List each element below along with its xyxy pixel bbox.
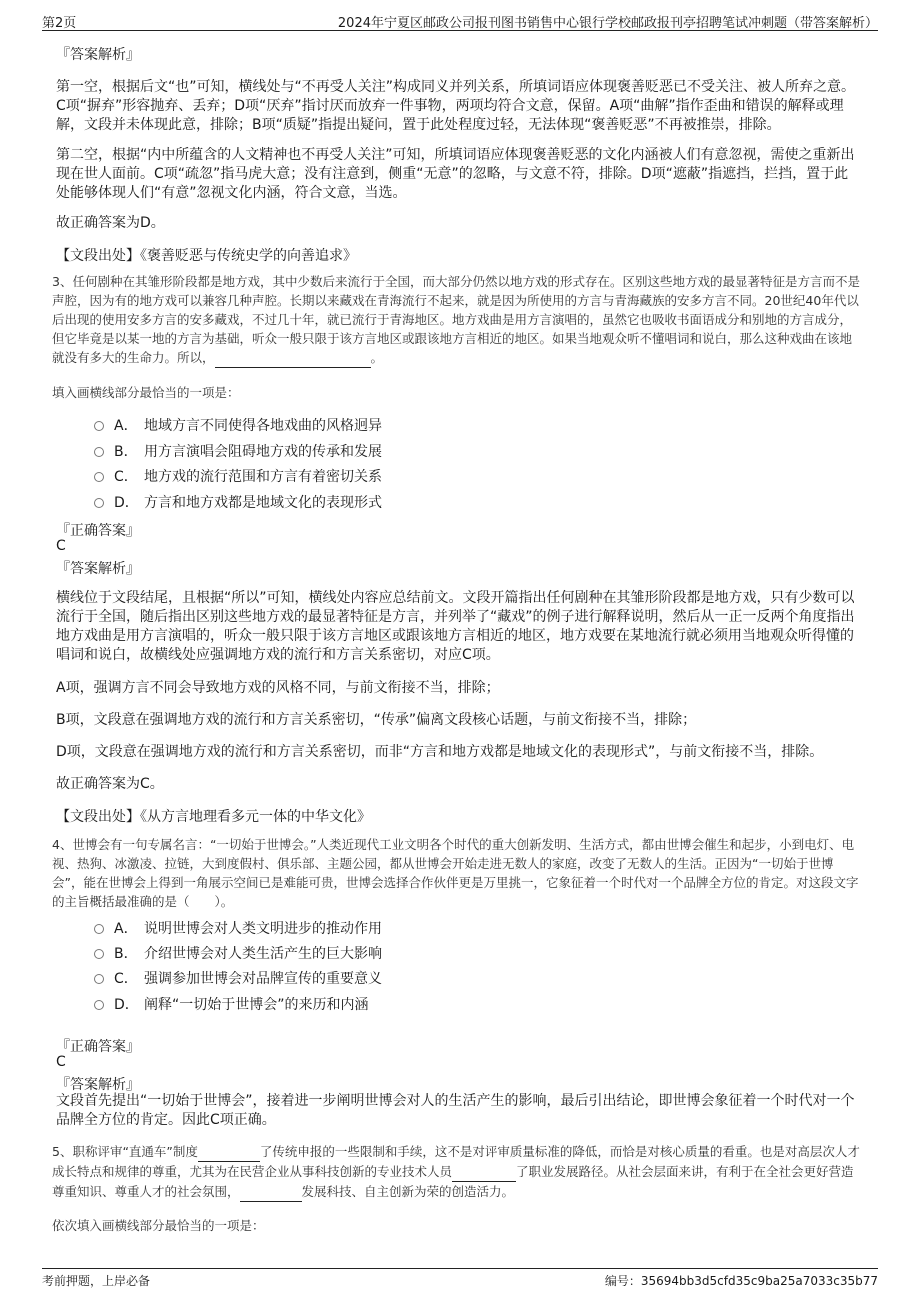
question-prompt: 填入画横线部分最恰当的一项是： xyxy=(52,385,240,400)
option-note: A项，强调方言不同会导致地方戏的风格不同，与前文衔接不当，排除； xyxy=(56,680,500,696)
fill-blank xyxy=(198,1142,260,1162)
correct-answer-tag: 『正确答案』 xyxy=(56,1039,140,1055)
option-d[interactable]: D． 阐释“一切始于世博会”的来历和内涵 xyxy=(94,994,369,1016)
fill-blank xyxy=(215,348,371,368)
option-b[interactable]: B． 用方言演唱会阻碍地方戏的传承和发展 xyxy=(94,441,382,463)
question-4-stem: 4、世博会有一句专属名言：“一切始于世博会。”人类近现代工业文明各个时代的重大创新发明、生活方式，都由世博会催生和起步，小到电灯、电视、热狗、冰激凌、拉链，大到度假村、俱乐部、主题公园，都从世博会开始走进无数人的家庭，改变了无数人的生活。正因为“一切始于世博会”，能在世博会上得到一角展示空间已是难能可贵，世博会选择合作伙伴更是万里挑一，它象征着一个时代对一个品牌全方位的肯定。对这段文字的主旨概括最准确的是（ ）。 xyxy=(52,837,859,909)
analysis-paragraph: 横线位于文段结尾，且根据“所以”可知，横线处内容应总结前文。文段开篇指出任何剧种在其雏形阶段都是地方戏，只有少数可以流行于全国，随后指出区别这些地方戏的最显著特征是方言，并列举了“藏戏”的例子进行解释说明，然后从一正一反两个角度指出地方戏曲是用方言演唱的，听众一般只限于该方言地区或跟该地方言相近的地区，地方戏要在某地流行就必须用当地观众听得懂的唱词和说白，故横线处应强调地方戏的流行和方言关系密切，对应C项。 xyxy=(56,590,855,663)
option-a[interactable]: A． 地域方言不同使得各地戏曲的风格迥异 xyxy=(94,415,382,437)
page-number: 第2页 xyxy=(42,16,77,31)
option-c[interactable]: C． 地方戏的流行范围和方言有着密切关系 xyxy=(94,466,382,488)
conclusion: 故正确答案为C。 xyxy=(56,776,164,792)
question-5-stem: 5、职称评审“直通车”制度 了传统申报的一些限制和手续，这不是对评审质量标准的降低，而恰是对核心质量的看重。也是对高层次人才成长特点和规律的尊重，尤其为在民营企业从事科技创新的专业技术人员 了职业发展路径。从社会层面来讲，有利于在全社会更好营造尊重知识、尊重人才的社会氛围， 发展科技、自主创新为荣的创造活力。 xyxy=(52,1142,864,1202)
fill-blank xyxy=(240,1182,302,1202)
radio-icon[interactable] xyxy=(94,472,104,482)
option-b[interactable]: B． 介绍世博会对人类生活产生的巨大影响 xyxy=(94,943,382,965)
analysis-tag: 『答案解析』 xyxy=(56,561,140,577)
radio-icon[interactable] xyxy=(94,949,104,959)
option-note: B项，文段意在强调地方戏的流行和方言关系密切，“传承”偏离文段核心话题，与前文衔接不当，排除； xyxy=(56,712,697,728)
fill-blank xyxy=(452,1162,516,1182)
footer-code: 编号：35694bb3d5cfd35c9ba25a7033c35b77 xyxy=(604,1274,878,1288)
radio-icon[interactable] xyxy=(94,447,104,457)
page-header xyxy=(42,0,878,31)
radio-icon[interactable] xyxy=(94,974,104,984)
analysis-paragraph: 第二空，根据“内中所蕴含的人文精神也不再受人关注”可知，所填词语应体现褒善贬恶的文化内涵被人们有意忽视，需使之重新出现在世人面前。C项“疏忽”指马虎大意；没有注意到，侧重“无意”的忽略，与文意不符，排除。D项“遮蔽”指遮挡，拦挡，置于此处能够体现人们“有意”忽视文化内涵，符合文意，当选。 xyxy=(56,147,855,201)
conclusion: 故正确答案为D。 xyxy=(56,215,165,231)
radio-icon[interactable] xyxy=(94,924,104,934)
radio-icon[interactable] xyxy=(94,1000,104,1010)
analysis-tag: 『答案解析』 xyxy=(56,1077,140,1093)
question-3-stem: 3、任何剧种在其雏形阶段都是地方戏，其中少数后来流行于全国，而大部分仍然以地方戏的形式存在。区别这些地方戏的最显著特征是方言而不是声腔，因为有的地方戏可以兼容几种声腔。长期以来藏戏在青海流行不起来，就是因为所使用的方言与青海藏族的安多方言不同。20世纪40年代以后出现的使用安多方言的安多藏戏，不过几十年，就已流行于青海地区。地方戏曲是用方言演唱的，虽然它也吸收书面语成分和别地的方言成分，但它毕竟是以某一地的方言为基础，听众一般只限于该方言地区或跟该地方言相近的地区。如果当地观众听不懂唱词和说白，那么这种戏曲在该地就没有多大的生命力。所以， 。 xyxy=(52,272,864,368)
radio-icon[interactable] xyxy=(94,421,104,431)
option-a[interactable]: A． 说明世博会对人类文明进步的推动作用 xyxy=(94,918,382,940)
question-stem-text: 3、任何剧种在其雏形阶段都是地方戏，其中少数后来流行于全国，而大部分仍然以地方戏的形式存在。区别这些地方戏的最显著特征是方言而不是声腔，因为有的地方戏可以兼容几种声腔。长期以来藏戏在青海流行不起来，就是因为所使用的方言与青海藏族的安多方言不同。20世纪40年代以后出现的使用安多方言的安多藏戏，不过几十年，就已流行于青海地区。地方戏曲是用方言演唱的，虽然它也吸收书面语成分和别地的方言成分，但它毕竟是以某一地的方言为基础，听众一般只限于该方言地区或跟该地方言相近的地区。如果当地观众听不懂唱词和说白，那么这种戏曲在该地就没有多大的生命力。所以， xyxy=(52,274,860,365)
passage-source: 【文段出处】《褒善贬恶与传统史学的向善追求》 xyxy=(56,248,357,264)
question-prompt: 依次填入画横线部分最恰当的一项是： xyxy=(52,1218,265,1233)
analysis-paragraph: 文段首先提出“一切始于世博会”，接着进一步阐明世博会对人的生活产生的影响，最后引出结论，即世博会象征着一个时代对一个品牌全方位的肯定。因此C项正确。 xyxy=(56,1093,855,1128)
analysis-tag: 『答案解析』 xyxy=(56,47,140,63)
radio-icon[interactable] xyxy=(94,498,104,508)
footer-slogan: 考前押题，上岸必备 xyxy=(42,1274,151,1288)
option-c[interactable]: C． 强调参加世博会对品牌宣传的重要意义 xyxy=(94,968,382,990)
correct-answer: C xyxy=(56,1054,66,1070)
correct-answer: C xyxy=(56,538,66,554)
option-d[interactable]: D． 方言和地方戏都是地域文化的表现形式 xyxy=(94,492,382,514)
page-footer xyxy=(42,1268,878,1288)
analysis-paragraph: 第一空，根据后文“也”可知，横线处与“不再受人关注”构成同义并列关系，所填词语应体现褒善贬恶已不受关注、被人所弃之意。C项“摒弃”形容抛弃、丢弃；D项“厌弃”指讨厌而放弃一件事物，两项均符合文意，保留。A项“曲解”指作歪曲和错误的解释或理解，文段并未体现此意，排除；B项“质疑”指提出疑问，置于此处程度过轻，无法体现“褒善贬恶”不再被推崇，排除。 xyxy=(56,79,856,133)
document-title: 2024年宁夏区邮政公司报刊图书销售中心银行学校邮政报刊亭招聘笔试冲刺题（带答案解析） xyxy=(337,16,878,31)
correct-answer-tag: 『正确答案』 xyxy=(56,523,140,539)
option-note: D项，文段意在强调地方戏的流行和方言关系密切，而非“方言和地方戏都是地域文化的表现形式”，与前文衔接不当，排除。 xyxy=(56,744,824,760)
passage-source: 【文段出处】《从方言地理看多元一体的中华文化》 xyxy=(56,809,371,825)
